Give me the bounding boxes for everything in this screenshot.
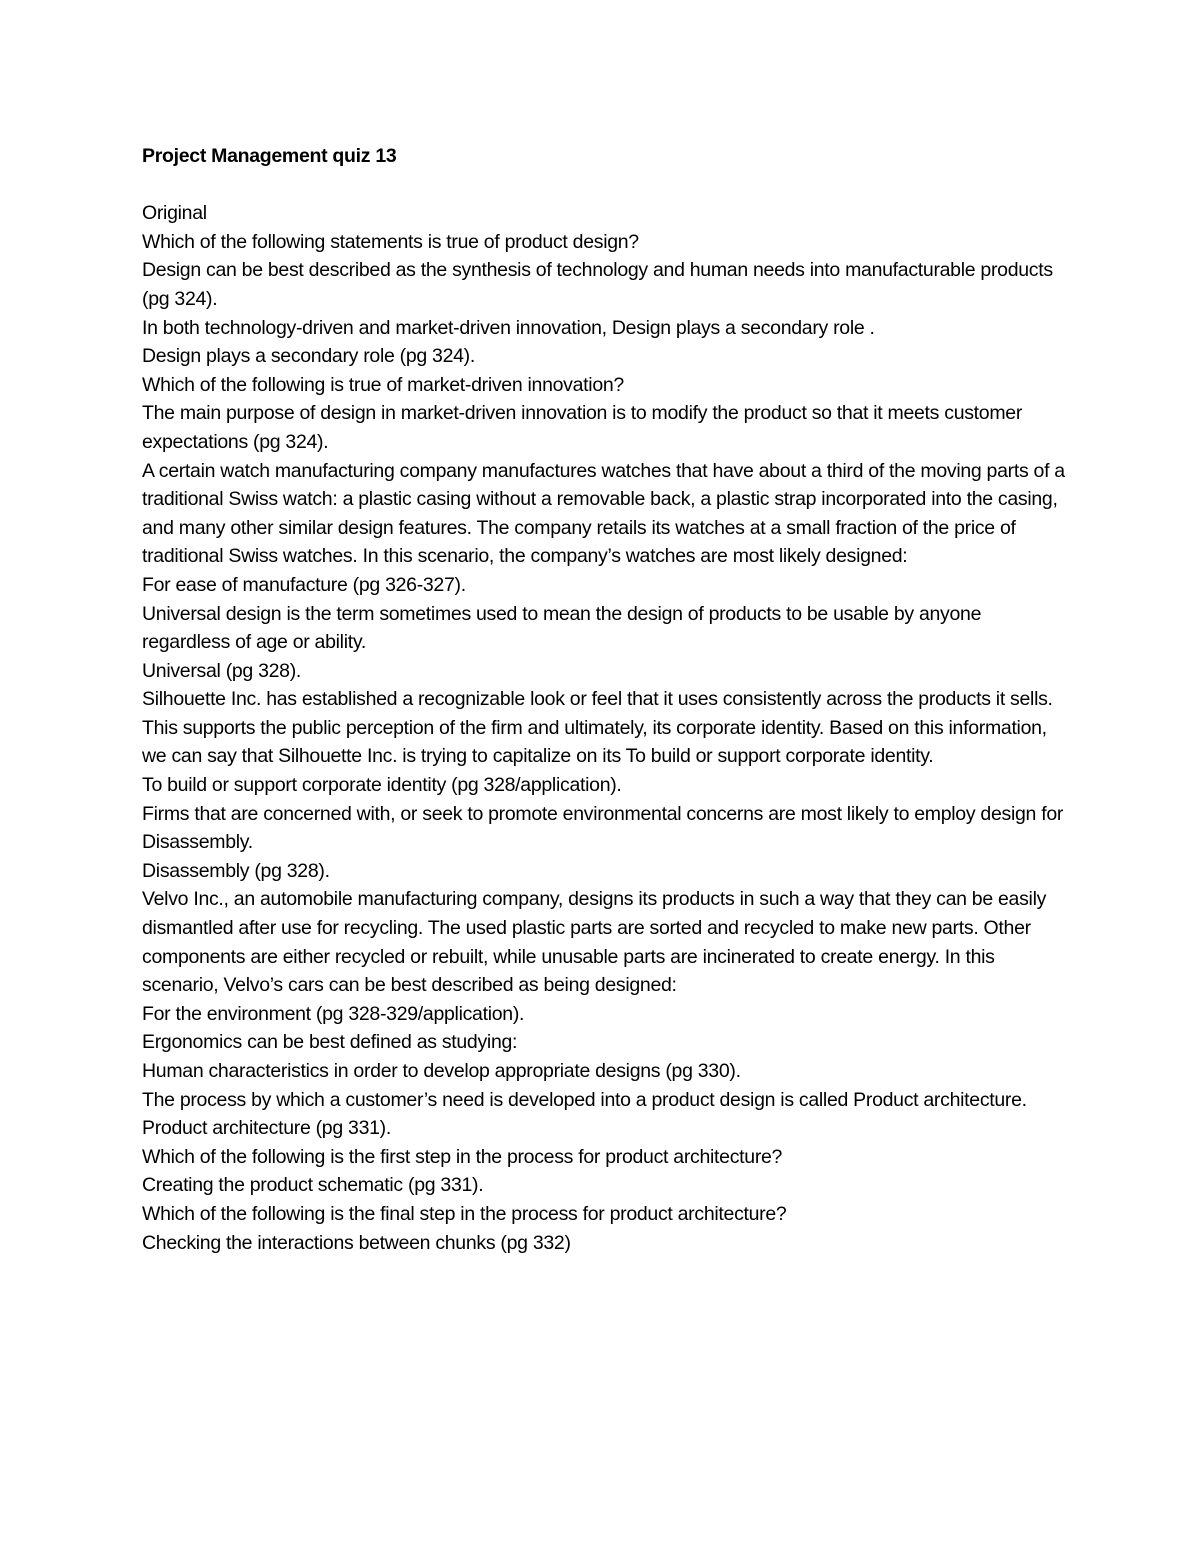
answer-8: For the environment (pg 328-329/application).: [142, 1002, 525, 1025]
question-3: Which of the following is true of market-driven innovation?: [142, 373, 624, 396]
question-9: Ergonomics can be best defined as studying:: [142, 1031, 518, 1054]
answer-12: Checking the interactions between chunks (pg 332): [142, 1231, 571, 1254]
document-title: Project Management quiz 13: [142, 145, 397, 167]
answer-3: The main purpose of design in market-driven innovation is to modify the product so that it meets customer expectations (pg 324).: [142, 402, 1028, 453]
answer-10: Product architecture (pg 331).: [142, 1117, 391, 1140]
question-2: In both technology-driven and market-driven innovation, Design plays a secondary role .: [142, 316, 875, 339]
question-1: Which of the following statements is true of product design?: [142, 230, 639, 253]
question-11: Which of the following is the first step in the process for product architecture?: [142, 1145, 783, 1168]
answer-9: Human characteristics in order to develop appropriate designs (pg 330).: [142, 1060, 741, 1082]
question-6: Silhouette Inc. has established a recognizable look or feel that it uses consistently across the products it sells. This supports the public perception of the firm and ultimately, its corporate identity. Based on this information, we can say that Silhouette Inc. is trying to capitalize on its To build or support corporate identity.: [142, 688, 1058, 768]
blank-line: [142, 171, 1072, 200]
question-8: Velvo Inc., an automobile manufacturing company, designs its products in such a way that they can be easily dismantled after use for recycling. The used plastic parts are sorted and recycled to make new parts. Other components are either recycled or rebuilt, while unusable parts are incinerated to create energy. In this scenario, Velvo’s cars can be best described as being designed:: [142, 888, 1052, 997]
answer-6: To build or support corporate identity (pg 328/application).: [142, 774, 622, 797]
answer-1: Design can be best described as the synthesis of technology and human needs into manufacturable products (pg 324).: [142, 259, 1058, 310]
question-10: The process by which a customer’s need is developed into a product design is called Product architecture.: [142, 1088, 1027, 1111]
answer-7: Disassembly (pg 328).: [142, 859, 330, 882]
answer-4: For ease of manufacture (pg 326-327).: [142, 573, 466, 596]
question-5: Universal design is the term sometimes used to mean the design of products to be usable by anyone regardless of age or ability.: [142, 602, 987, 654]
answer-2: Design plays a secondary role (pg 324).: [142, 345, 475, 368]
question-4: A certain watch manufacturing company manufactures watches that have about a third of the moving parts of a traditional Swiss watch: a plastic casing without a removable back, a plastic strap incorporated into the casing, and many other similar design features. The company retails its watches at a small fraction of the price of traditional Swiss watches. In this scenario, the company’s watches are most likely designed:: [142, 459, 1070, 568]
paragraph-original: Original: [142, 202, 207, 225]
document-body: [142, 142, 1072, 1257]
answer-5: Universal (pg 328).: [142, 659, 302, 682]
question-12: Which of the following is the final step in the process for product architecture?: [142, 1202, 787, 1225]
question-7: Firms that are concerned with, or seek to promote environmental concerns are most likely to employ design for Disassembly.: [142, 802, 1069, 854]
answer-11: Creating the product schematic (pg 331).: [142, 1174, 484, 1197]
